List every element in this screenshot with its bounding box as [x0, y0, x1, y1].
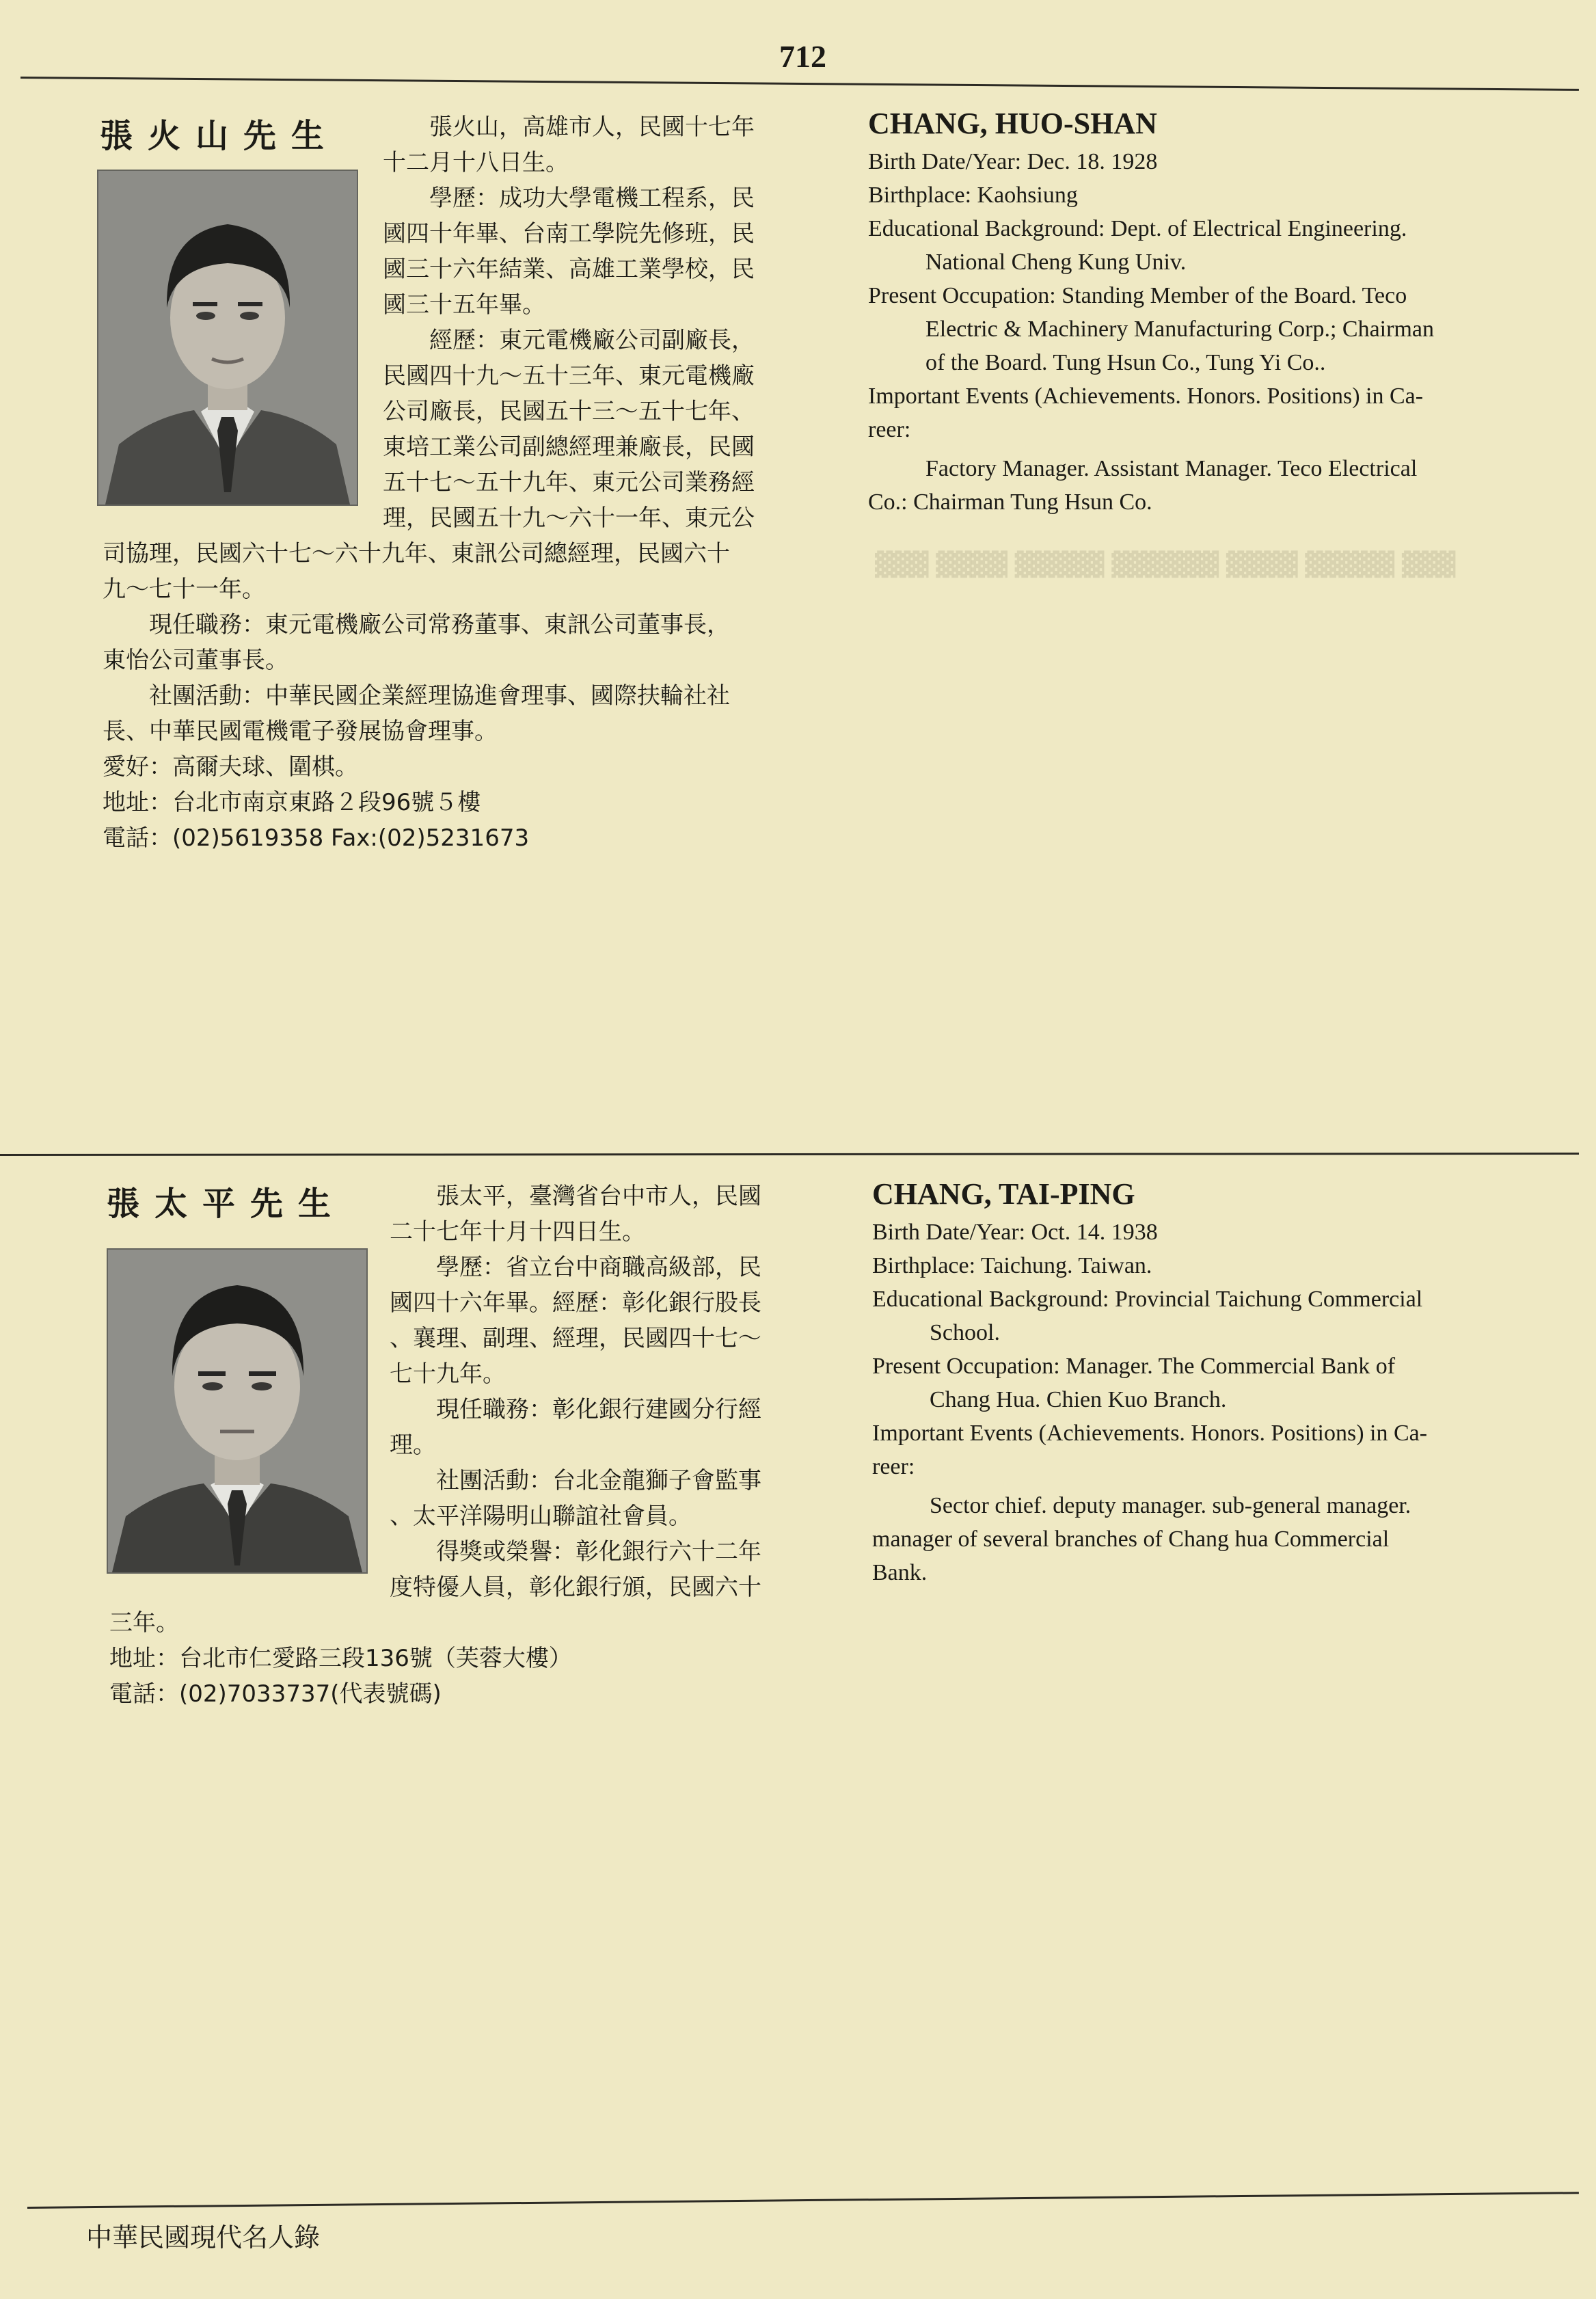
en-line: Educational Background: Provincial Taichung Commercial	[872, 1287, 1423, 1312]
chinese-name: 張火山先生	[100, 117, 340, 155]
english-name: CHANG, HUO-SHAN	[868, 107, 1157, 140]
en-line: Important Events (Achievements. Honors. Positions) in Ca-	[868, 384, 1424, 409]
zh-line: 九～七十一年。	[103, 576, 265, 603]
en-line: Birth Date/Year: Oct. 14. 1938	[872, 1220, 1158, 1245]
english-name: CHANG, TAI-PING	[872, 1177, 1135, 1211]
en-line: Present Occupation: Standing Member of the Board. Teco	[868, 283, 1407, 308]
zh-line: 張火山，高雄市人，民國十七年	[383, 113, 755, 141]
bottom-rule	[27, 2192, 1579, 2209]
book-title-footer: 中華民國現代名人錄	[86, 2222, 321, 2253]
zh-line: 經歷：東元電機廠公司副廠長，	[383, 327, 755, 354]
zh-line: 現任職務：彰化銀行建國分行經	[390, 1396, 761, 1423]
english-biography	[868, 104, 1552, 519]
top-rule	[21, 77, 1579, 91]
zh-line: 電話：(02)7033737(代表號碼)	[109, 1680, 442, 1708]
zh-line: 理。	[390, 1431, 436, 1459]
zh-line: 、襄理、副理、經理，民國四十七～	[390, 1325, 761, 1352]
en-line: reer:	[868, 417, 911, 442]
english-biography	[872, 1174, 1556, 1589]
chinese-biography	[109, 1179, 813, 1712]
zh-line: 二十七年十月十四日生。	[390, 1218, 645, 1246]
en-line: Present Occupation: Manager. The Commercial Bank of	[872, 1354, 1396, 1379]
zh-line: 國四十年畢、台南工學院先修班，民	[383, 220, 755, 247]
zh-line: 十二月十八日生。	[383, 149, 569, 176]
en-line: National Cheng Kung Univ.	[925, 250, 1187, 275]
zh-line: 五十七～五十九年、東元公司業務經	[383, 469, 755, 496]
en-line: reer:	[872, 1454, 915, 1479]
en-line: Educational Background: Dept. of Electrical Engineering.	[868, 216, 1407, 241]
chinese-biography	[103, 109, 807, 856]
zh-line: 現任職務：東元電機廠公司常務董事、東訊公司董事長，	[103, 611, 730, 638]
zh-line: 愛好：高爾夫球、圍棋。	[103, 753, 358, 781]
zh-line: 得獎或榮譽：彰化銀行六十二年	[390, 1538, 761, 1565]
zh-line: 東怡公司董事長。	[103, 647, 288, 674]
zh-line: 長、中華民國電機電子發展協會理事。	[103, 718, 498, 745]
en-line: Important Events (Achievements. Honors. Positions) in Ca-	[872, 1421, 1428, 1446]
en-line: Chang Hua. Chien Kuo Branch.	[930, 1387, 1227, 1412]
zh-line: 電話：(02)5619358 Fax:(02)5231673	[103, 824, 530, 852]
zh-line: 國三十六年結業、高雄工業學校，民	[383, 256, 755, 283]
en-line: of the Board. Tung Hsun Co., Tung Yi Co..	[925, 350, 1326, 375]
zh-line: 地址：台北市仁愛路三段136號（芙蓉大樓）	[109, 1645, 572, 1672]
middle-rule	[0, 1153, 1579, 1156]
zh-line: 度特優人員，彰化銀行頒，民國六十	[390, 1574, 761, 1601]
en-line: manager of several branches of Chang hua Commercial	[872, 1527, 1390, 1552]
en-line: Birthplace: Kaohsiung	[868, 183, 1078, 208]
zh-line: 司協理，民國六十七～六十九年、東訊公司總經理，民國六十	[103, 540, 730, 567]
zh-line: 張太平，臺灣省台中市人，民國	[390, 1183, 761, 1210]
zh-line: 學歷：省立台中商職高級部，民	[390, 1254, 761, 1281]
en-line: Electric & Machinery Manufacturing Corp.; Chairman	[925, 317, 1434, 342]
zh-line: 地址：台北市南京東路２段96號５樓	[103, 789, 481, 816]
zh-line: 社團活動：中華民國企業經理協進會理事、國際扶輪社社	[103, 682, 730, 710]
zh-line: 七十九年。	[390, 1360, 506, 1388]
zh-line: 民國四十九～五十三年、東元電機廠	[383, 362, 755, 390]
en-line: Co.: Chairman Tung Hsun Co.	[868, 489, 1152, 515]
zh-line: 理，民國五十九～六十一年、東元公	[383, 505, 755, 532]
zh-line: 公司廠長，民國五十三～五十七年、	[383, 398, 755, 425]
en-line: Birth Date/Year: Dec. 18. 1928	[868, 149, 1158, 174]
zh-line: 社團活動：台北金龍獅子會監事	[390, 1467, 761, 1494]
zh-line: 三年。	[109, 1609, 179, 1637]
bleed-through-text: ▓▓▓ ▓▓▓▓ ▓▓▓▓▓ ▓▓▓▓▓▓ ▓▓▓▓ ▓▓▓▓▓ ▓▓▓	[875, 551, 1456, 578]
en-line: Factory Manager. Assistant Manager. Teco Electrical	[925, 456, 1418, 481]
zh-line: 學歷：成功大學電機工程系，民	[383, 185, 755, 212]
zh-line: 國三十五年畢。	[383, 291, 545, 319]
page-number: 712	[779, 39, 826, 74]
zh-line: 東培工業公司副總經理兼廠長，民國	[383, 433, 755, 461]
zh-line: 國四十六年畢。經歷：彰化銀行股長	[390, 1289, 761, 1317]
en-line: Sector chief. deputy manager. sub-general manager.	[930, 1493, 1411, 1518]
en-line: Bank.	[872, 1560, 928, 1585]
en-line: School.	[930, 1320, 1000, 1345]
en-line: Birthplace: Taichung. Taiwan.	[872, 1253, 1152, 1278]
zh-line: 、太平洋陽明山聯誼社會員。	[390, 1503, 692, 1530]
chinese-name: 張太平先生	[107, 1185, 347, 1223]
